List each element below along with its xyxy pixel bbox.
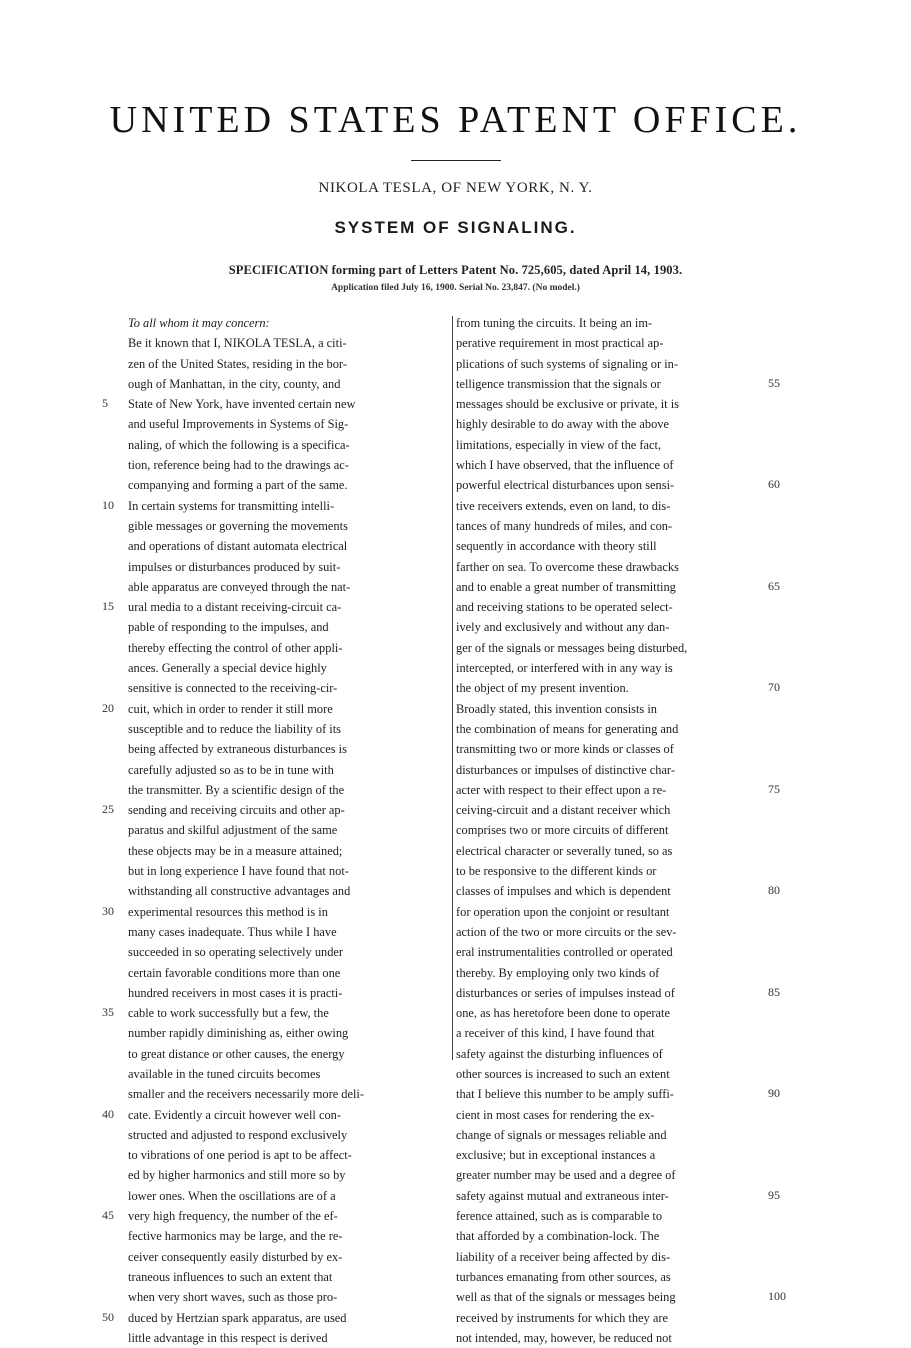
- text-line: thereby. By employing only two kinds of: [456, 965, 660, 980]
- text-line: to vibrations of one period is apt to be affect-: [128, 1148, 352, 1163]
- inventor-line: NIKOLA TESLA, OF NEW YORK, N. Y.: [318, 180, 593, 196]
- left-text-column: [128, 313, 446, 1348]
- text-line: ger of the signals or messages being disturbed,: [456, 640, 688, 655]
- text-line: withstanding all constructive advantages and: [128, 884, 351, 899]
- text-line: tances of many hundreds of miles, and con-: [456, 518, 673, 533]
- text-line: turbances emanating from other sources, as: [456, 1269, 671, 1284]
- text-line: cuit, which in order to render it still more: [128, 701, 333, 716]
- text-line: To all whom it may concern:: [128, 316, 270, 330]
- text-line: and useful Improvements in Systems of Sig-: [128, 417, 349, 432]
- text-line: greater number may be used and a degree of: [456, 1168, 676, 1183]
- text-line: ively and exclusively and without any dan-: [456, 620, 670, 635]
- text-line: very high frequency, the number of the ef-: [128, 1209, 338, 1224]
- text-line: and operations of distant automata electrical: [128, 539, 348, 554]
- line-number: 15: [102, 599, 114, 614]
- text-line: structed and adjusted to respond exclusively: [128, 1127, 348, 1142]
- text-line: sensitive is connected to the receiving-cir-: [128, 681, 338, 696]
- text-line: eral instrumentalities controlled or operated: [456, 945, 673, 960]
- line-number: 65: [768, 578, 780, 593]
- text-line: pable of responding to the impulses, and: [128, 620, 329, 635]
- text-line: tion, reference being had to the drawings ac-: [128, 458, 349, 473]
- text-line: for operation upon the conjoint or resultant: [456, 904, 670, 919]
- text-line: to be responsive to the different kinds or: [456, 864, 657, 879]
- text-line: electrical character or severally tuned, so as: [456, 843, 673, 858]
- text-line: ed by higher harmonics and still more so by: [128, 1168, 346, 1183]
- text-line: naling, of which the following is a specifica-: [128, 437, 350, 452]
- text-line: farther on sea. To overcome these drawbacks: [456, 559, 679, 574]
- text-line: ference attained, such as is comparable to: [456, 1209, 663, 1224]
- text-line: lower ones. When the oscillations are of a: [128, 1188, 336, 1203]
- text-line: paratus and skilful adjustment of the same: [128, 823, 338, 838]
- line-number: 95: [768, 1187, 780, 1202]
- text-line: sending and receiving circuits and other ap-: [128, 803, 345, 818]
- text-line: and to enable a great number of transmitting: [456, 579, 676, 594]
- text-line: disturbances or series of impulses instead of: [456, 985, 675, 1000]
- text-line: safety against the disturbing influences of: [456, 1046, 663, 1061]
- text-line: telligence transmission that the signals or: [456, 376, 661, 391]
- text-line: ances. Generally a special device highly: [128, 661, 327, 676]
- text-line: acter with respect to their effect upon a re-: [456, 782, 667, 797]
- text-line: but in long experience I have found that not-: [128, 864, 349, 879]
- line-number: 20: [102, 700, 114, 715]
- line-number: 90: [768, 1086, 780, 1101]
- line-number: 35: [102, 1005, 114, 1020]
- text-line: a receiver of this kind, I have found that: [456, 1026, 655, 1041]
- text-line: liability of a receiver being affected by dis-: [456, 1249, 671, 1264]
- text-line: hundred receivers in most cases it is practi-: [128, 985, 343, 1000]
- line-number: 75: [768, 781, 780, 796]
- line-number: 45: [102, 1208, 114, 1223]
- text-line: ural media to a distant receiving-circuit ca-: [128, 600, 342, 615]
- text-line: plications of such systems of signaling or in-: [456, 356, 678, 371]
- text-line: succeeded in so operating selectively under: [128, 945, 344, 960]
- text-line: tive receivers extends, even on land, to dis-: [456, 498, 671, 513]
- text-line: and receiving stations to be operated select-: [456, 600, 673, 615]
- text-line: gible messages or governing the movements: [128, 518, 348, 533]
- text-line: many cases inadequate. Thus while I have: [128, 924, 337, 939]
- line-number: 10: [102, 497, 114, 512]
- text-line: received by instruments for which they are: [456, 1310, 668, 1325]
- text-line: not intended, may, however, be reduced not: [456, 1330, 672, 1345]
- line-number: 5: [102, 396, 108, 411]
- text-line: these objects may be in a measure attained;: [128, 843, 343, 858]
- text-line: experimental resources this method is in: [128, 904, 328, 919]
- text-line: cable to work successfully but a few, the: [128, 1006, 329, 1021]
- line-number: 55: [768, 375, 780, 390]
- line-number: 60: [768, 477, 780, 492]
- text-line: the transmitter. By a scientific design of the: [128, 782, 345, 797]
- text-line: transmitting two or more kinds or classes of: [456, 742, 674, 757]
- text-line: impulses or disturbances produced by suit-: [128, 559, 341, 574]
- text-line: being affected by extraneous disturbances is: [128, 742, 347, 757]
- text-line: one, as has heretofore been done to operate: [456, 1006, 670, 1021]
- line-number: 25: [102, 802, 114, 817]
- text-line: carefully adjusted so as to be in tune with: [128, 762, 334, 777]
- line-number: 70: [768, 680, 780, 695]
- line-number: 100: [768, 1289, 786, 1304]
- text-line: available in the tuned circuits becomes: [128, 1066, 321, 1081]
- text-line: when very short waves, such as those pro-: [128, 1290, 338, 1305]
- text-line: ceiver consequently easily disturbed by ex-: [128, 1249, 343, 1264]
- office-title: UNITED STATES PATENT OFFICE.: [109, 99, 802, 141]
- text-line: cate. Evidently a circuit however well con-: [128, 1107, 341, 1122]
- line-number: 50: [102, 1309, 114, 1324]
- text-line: sequently in accordance with theory still: [456, 539, 657, 554]
- text-line: Broadly stated, this invention consists in: [456, 701, 657, 716]
- text-line: highly desirable to do away with the above: [456, 417, 669, 432]
- text-line: duced by Hertzian spark apparatus, are used: [128, 1310, 347, 1325]
- line-number: 30: [102, 903, 114, 918]
- right-text-column: [456, 313, 764, 1348]
- text-line: State of New York, have invented certain new: [128, 397, 356, 412]
- text-line: smaller and the receivers necessarily more deli-: [128, 1087, 365, 1102]
- text-line: zen of the United States, residing in the bor-: [128, 356, 347, 371]
- specification-line: SPECIFICATION forming part of Letters Patent No. 725,605, dated April 14, 1903.: [228, 263, 683, 277]
- text-line: other sources is increased to such an extent: [456, 1066, 670, 1081]
- column-divider: [452, 316, 453, 1060]
- title-rule: [411, 160, 501, 161]
- text-line: companying and forming a part of the same.: [128, 478, 348, 493]
- text-line: fective harmonics may be large, and the re-: [128, 1229, 343, 1244]
- text-line: change of signals or messages reliable and: [456, 1127, 667, 1142]
- text-line: powerful electrical disturbances upon sensi-: [456, 478, 675, 493]
- text-line: that I believe this number to be amply suffi-: [456, 1087, 674, 1102]
- text-line: ceiving-circuit and a distant receiver which: [456, 803, 671, 818]
- text-line: classes of impulses and which is dependent: [456, 884, 671, 899]
- text-line: susceptible and to reduce the liability of its: [128, 721, 341, 736]
- text-line: that afforded by a combination-lock. The: [456, 1229, 660, 1244]
- text-line: action of the two or more circuits or the sev-: [456, 924, 677, 939]
- text-line: exclusive; but in exceptional instances a: [456, 1148, 656, 1163]
- text-line: thereby effecting the control of other appli-: [128, 640, 343, 655]
- patent-subject: SYSTEM OF SIGNALING.: [334, 218, 577, 237]
- text-line: perative requirement in most practical ap-: [456, 336, 664, 351]
- text-line: limitations, especially in view of the fact,: [456, 437, 662, 452]
- text-line: Be it known that I, NIKOLA TESLA, a citi-: [128, 336, 347, 351]
- text-line: safety against mutual and extraneous inter-: [456, 1188, 669, 1203]
- line-number: 40: [102, 1106, 114, 1121]
- text-line: disturbances or impulses of distinctive char-: [456, 762, 675, 777]
- text-line: well as that of the signals or messages being: [456, 1290, 676, 1305]
- text-line: from tuning the circuits. It being an im-: [456, 316, 653, 330]
- text-line: able apparatus are conveyed through the nat-: [128, 579, 351, 594]
- line-number: 80: [768, 883, 780, 898]
- text-line: the object of my present invention.: [456, 681, 629, 696]
- text-line: certain favorable conditions more than one: [128, 965, 341, 980]
- text-line: traneous influences to such an extent that: [128, 1269, 333, 1284]
- text-line: cient in most cases for rendering the ex-: [456, 1107, 655, 1122]
- text-line: comprises two or more circuits of different: [456, 823, 669, 838]
- text-line: little advantage in this respect is derived: [128, 1330, 328, 1345]
- text-line: messages should be exclusive or private, it is: [456, 397, 679, 412]
- text-line: to great distance or other causes, the energy: [128, 1046, 345, 1061]
- text-line: the combination of means for generating and: [456, 721, 679, 736]
- text-line: ough of Manhattan, in the city, county, and: [128, 376, 341, 391]
- text-line: intercepted, or interfered with in any way is: [456, 661, 673, 676]
- text-line: number rapidly diminishing as, either owing: [128, 1026, 349, 1041]
- application-line: Application filed July 16, 1900. Serial No. 23,847. (No model.): [331, 283, 580, 293]
- text-line: which I have observed, that the influence of: [456, 458, 674, 473]
- text-line: In certain systems for transmitting intelli-: [128, 498, 335, 513]
- line-number: 85: [768, 984, 780, 999]
